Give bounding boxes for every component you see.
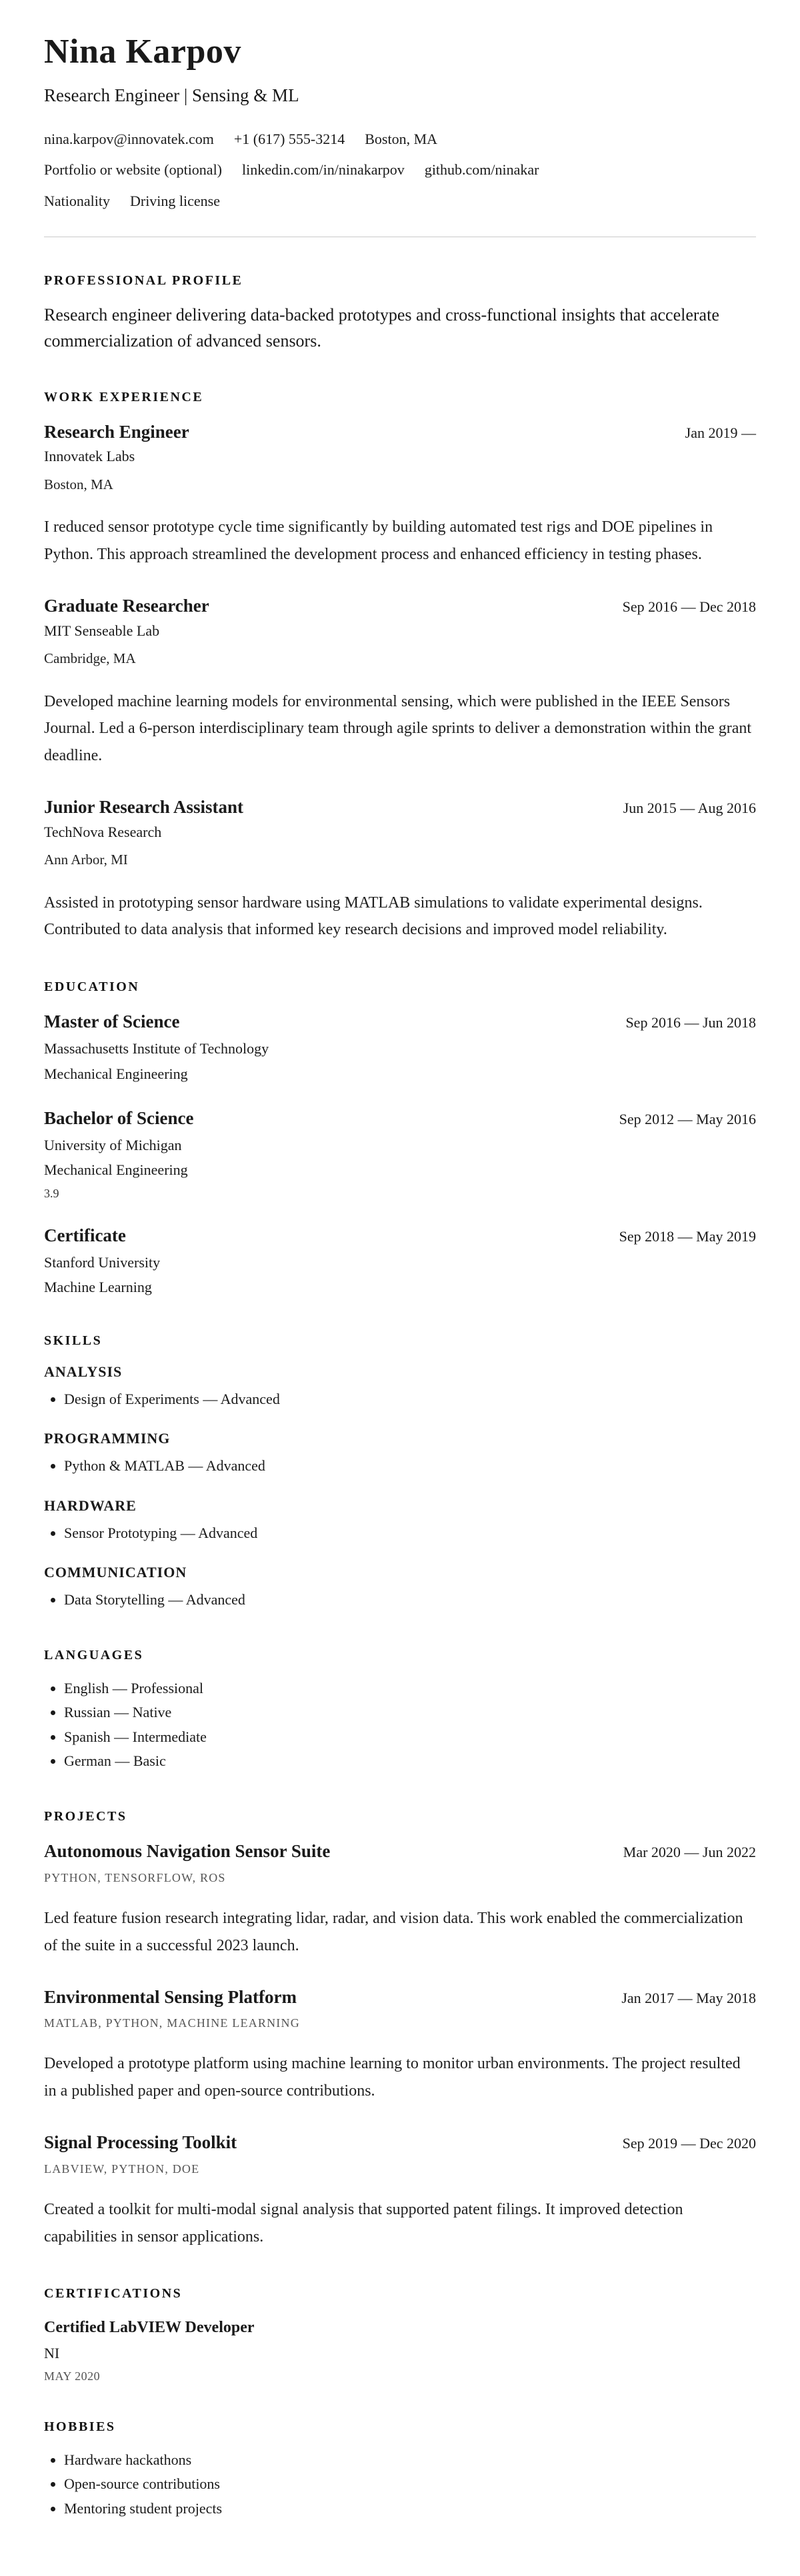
gpa-value: 3.9 bbox=[44, 1187, 59, 1201]
work-entry-head bbox=[44, 796, 756, 819]
section-professional-profile bbox=[44, 273, 756, 354]
section-certifications bbox=[44, 2286, 756, 2383]
skill-item: • Data Storytelling — Advanced bbox=[64, 1588, 756, 1612]
work-entry-head bbox=[44, 421, 756, 444]
education-entry bbox=[44, 1011, 756, 1083]
skills-group bbox=[44, 1363, 756, 1411]
field-of-study: Machine Learning bbox=[44, 1279, 152, 1296]
education-entry-head bbox=[44, 1225, 756, 1247]
project-date-range: Mar 2020 — Jun 2022 bbox=[623, 1844, 756, 1861]
skills-category-heading: PROGRAMMING bbox=[44, 1430, 171, 1447]
resume-header bbox=[44, 32, 756, 237]
project-entry bbox=[44, 1840, 756, 1959]
language-item: • Russian — Native bbox=[64, 1700, 756, 1724]
project-entry-head bbox=[44, 1986, 756, 2009]
contact-location: Boston, MA bbox=[365, 130, 438, 147]
project-title: Environmental Sensing Platform bbox=[44, 1986, 297, 2007]
job-company: MIT Senseable Lab bbox=[44, 622, 160, 639]
project-description: Created a toolkit for multi-modal signal analysis that supported patent filings. It improved detection capabilities in sensor applications. bbox=[44, 2200, 683, 2246]
education-entry-head bbox=[44, 1107, 756, 1130]
profile-text: Research engineer delivering data-backed prototypes and cross-functional insights that accelerate commercialization of advanced sensors. bbox=[44, 305, 719, 350]
job-company: TechNova Research bbox=[44, 823, 162, 840]
contact-nationality: Nationality bbox=[44, 193, 110, 210]
section-heading-skills: SKILLS bbox=[44, 1333, 103, 1348]
project-tags: LABVIEW, PYTHON, DOE bbox=[44, 2162, 200, 2176]
section-education bbox=[44, 979, 756, 1297]
languages-list bbox=[44, 1676, 756, 1773]
contact-linkedin: linkedin.com/in/ninakarpov bbox=[242, 161, 405, 179]
education-date-range: Sep 2018 — May 2019 bbox=[619, 1228, 756, 1245]
project-date-range: Jan 2017 — May 2018 bbox=[621, 1989, 756, 2006]
job-title: Junior Research Assistant bbox=[44, 796, 244, 817]
contact-github: github.com/ninakar bbox=[424, 161, 539, 179]
project-entry-head bbox=[44, 1840, 756, 1863]
job-title: Research Engineer bbox=[44, 421, 189, 442]
school-name: Stanford University bbox=[44, 1253, 161, 1271]
section-languages bbox=[44, 1648, 756, 1773]
field-of-study: Mechanical Engineering bbox=[44, 1161, 188, 1179]
person-headline: Research Engineer | Sensing & ML bbox=[44, 85, 299, 105]
job-location: Cambridge, MA bbox=[44, 650, 136, 667]
section-heading-profile: PROFESSIONAL PROFILE bbox=[44, 273, 243, 288]
section-heading-projects: PROJECTS bbox=[44, 1809, 127, 1824]
certification-date: MAY 2020 bbox=[44, 2369, 101, 2383]
person-name: Nina Karpov bbox=[44, 33, 241, 71]
certification-title: Certified LabVIEW Developer bbox=[44, 2319, 255, 2337]
job-date-range: Jan 2019 — bbox=[685, 424, 756, 441]
education-entry bbox=[44, 1225, 756, 1297]
field-of-study: Mechanical Engineering bbox=[44, 1065, 188, 1082]
hobbies-list bbox=[44, 2448, 756, 2521]
contact-row-3 bbox=[44, 192, 756, 211]
contact-email: nina.karpov@innovatek.com bbox=[44, 130, 214, 147]
hobby-item: • Open-source contributions bbox=[64, 2472, 756, 2496]
section-skills bbox=[44, 1333, 756, 1612]
section-heading-hobbies: HOBBIES bbox=[44, 2419, 116, 2435]
education-date-range: Sep 2012 — May 2016 bbox=[619, 1111, 756, 1128]
contact-driving-license: Driving license bbox=[129, 193, 221, 210]
skills-list bbox=[44, 1521, 756, 1545]
project-tags: MATLAB, PYTHON, MACHINE LEARNING bbox=[44, 2016, 300, 2030]
contact-row-2 bbox=[44, 161, 756, 180]
degree-title: Master of Science bbox=[44, 1011, 180, 1032]
project-entry bbox=[44, 2132, 756, 2250]
skills-category-heading: ANALYSIS bbox=[44, 1363, 123, 1380]
work-entry-head bbox=[44, 595, 756, 618]
language-item: • English — Professional bbox=[64, 1676, 756, 1700]
skills-list bbox=[44, 1387, 756, 1411]
job-description: Developed machine learning models for environmental sensing, which were published in the IEEE Sensors Journal. Led a 6-person interdisciplinary team through agile sprints to deliver a demonstration within the grant deadline. bbox=[44, 692, 752, 765]
project-description: Led feature fusion research integrating lidar, radar, and vision data. This work enabled the commercialization of the suite in a successful 2023 launch. bbox=[44, 1910, 743, 1954]
skills-list bbox=[44, 1454, 756, 1478]
skill-item: • Python & MATLAB — Advanced bbox=[64, 1454, 756, 1478]
language-item: • Spanish — Intermediate bbox=[64, 1725, 756, 1749]
skills-category-heading: COMMUNICATION bbox=[44, 1563, 187, 1581]
job-title: Graduate Researcher bbox=[44, 595, 209, 616]
certification-issuer: NI bbox=[44, 2344, 60, 2361]
work-entry bbox=[44, 796, 756, 944]
contact-phone: +1 (617) 555-3214 bbox=[233, 130, 345, 147]
section-work-experience bbox=[44, 390, 756, 944]
project-title: Autonomous Navigation Sensor Suite bbox=[44, 1841, 331, 1862]
section-projects bbox=[44, 1809, 756, 2250]
project-tags: PYTHON, TENSORFLOW, ROS bbox=[44, 1871, 226, 1885]
job-location: Ann Arbor, MI bbox=[44, 852, 128, 868]
school-name: Massachusetts Institute of Technology bbox=[44, 1039, 269, 1057]
degree-title: Certificate bbox=[44, 1225, 126, 1246]
job-description: Assisted in prototyping sensor hardware using MATLAB simulations to validate experimental designs. Contributed to data analysis that informed key research decisions and improved model reliability. bbox=[44, 894, 703, 939]
skill-item: • Sensor Prototyping — Advanced bbox=[64, 1521, 756, 1545]
education-entry-head bbox=[44, 1011, 756, 1033]
project-entry-head bbox=[44, 2132, 756, 2154]
education-entry bbox=[44, 1107, 756, 1201]
skills-group bbox=[44, 1430, 756, 1478]
school-name: University of Michigan bbox=[44, 1136, 182, 1153]
skills-category-heading: HARDWARE bbox=[44, 1497, 137, 1514]
work-entry bbox=[44, 595, 756, 770]
job-description: I reduced sensor prototype cycle time significantly by building automated test rigs and DOE pipelines in Python. This approach streamlined the development process and enhanced efficiency in testing phases. bbox=[44, 518, 713, 564]
project-description: Developed a prototype platform using machine learning to monitor urban environments. The project resulted in a published paper and open-source contributions. bbox=[44, 2055, 741, 2100]
project-entry bbox=[44, 1986, 756, 2105]
job-date-range: Sep 2016 — Dec 2018 bbox=[622, 598, 756, 615]
job-company: Innovatek Labs bbox=[44, 448, 135, 465]
contact-website: Portfolio or website (optional) bbox=[44, 161, 223, 179]
section-heading-education: EDUCATION bbox=[44, 979, 140, 995]
certification-entry bbox=[44, 2317, 756, 2383]
section-hobbies bbox=[44, 2419, 756, 2521]
degree-title: Bachelor of Science bbox=[44, 1108, 194, 1129]
work-entry bbox=[44, 421, 756, 568]
skills-list bbox=[44, 1588, 756, 1612]
hobby-item: • Mentoring student projects bbox=[64, 2497, 756, 2521]
language-item: • German — Basic bbox=[64, 1749, 756, 1773]
skill-item: • Design of Experiments — Advanced bbox=[64, 1387, 756, 1411]
job-location: Boston, MA bbox=[44, 476, 113, 493]
section-heading-certifications: CERTIFICATIONS bbox=[44, 2286, 183, 2301]
hobby-item: • Hardware hackathons bbox=[64, 2448, 756, 2472]
job-date-range: Jun 2015 — Aug 2016 bbox=[623, 799, 756, 816]
section-heading-work: WORK EXPERIENCE bbox=[44, 389, 204, 404]
contact-row-1 bbox=[44, 130, 756, 149]
skills-group bbox=[44, 1497, 756, 1545]
project-date-range: Sep 2019 — Dec 2020 bbox=[622, 2135, 756, 2152]
skills-group bbox=[44, 1564, 756, 1612]
education-date-range: Sep 2016 — Jun 2018 bbox=[625, 1014, 756, 1031]
section-heading-languages: LANGUAGES bbox=[44, 1648, 144, 1663]
project-title: Signal Processing Toolkit bbox=[44, 2132, 237, 2153]
